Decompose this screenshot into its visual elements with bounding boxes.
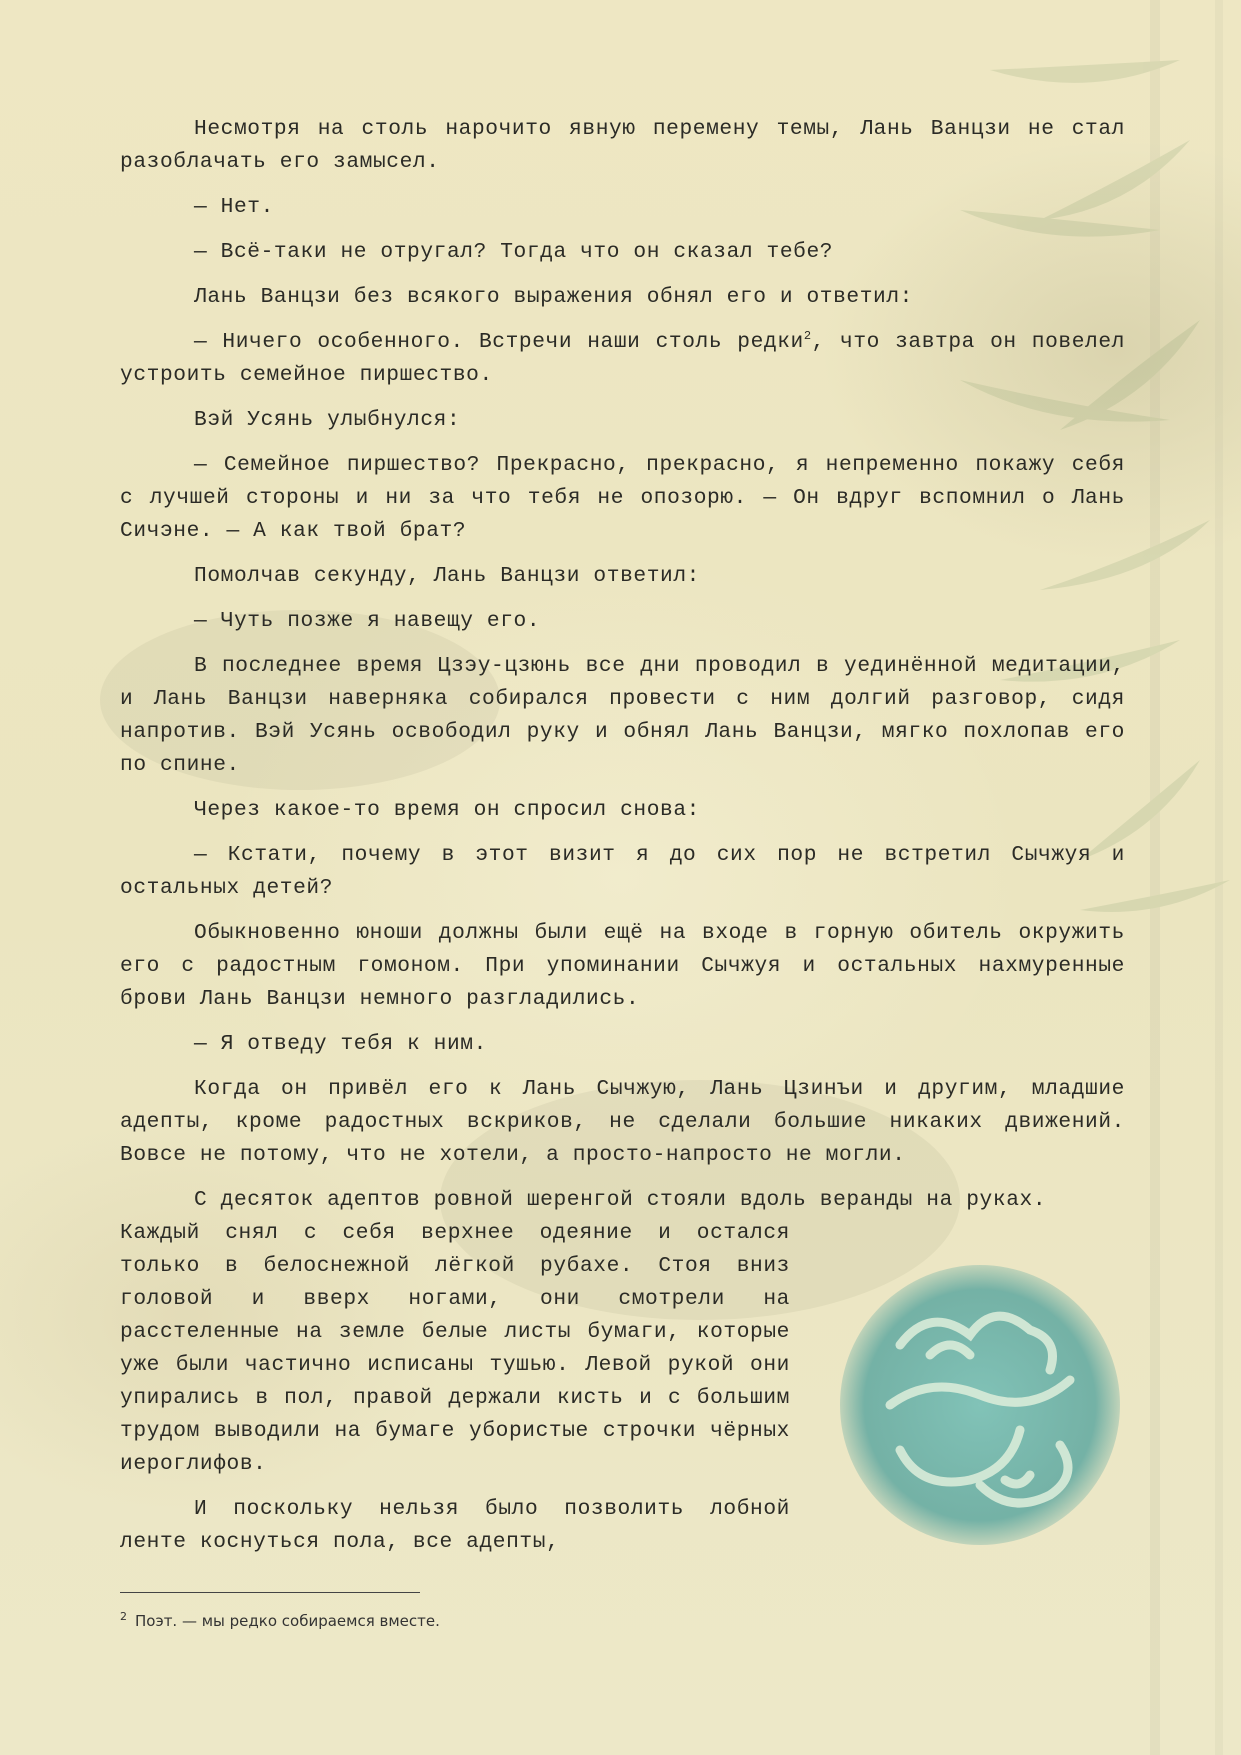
paragraph: С десяток адептов ровной шеренгой стояли вдоль веранды на руках. <box>194 1188 1047 1212</box>
paragraph-text: , что завтра он повелел устроить семейное пиршество. <box>120 330 1125 387</box>
paragraph: В последнее время Цзэу-цзюнь все дни проводил в уединённой медитации, и Лань Ванцзи наверняка собирался провести с ним долгий разговор, сидя напротив. Вэй Усянь освободил руку и обнял Лань Ванцзи, мягко похлопав его по спине. <box>120 654 1125 777</box>
footnote-reference: 2 <box>803 328 812 343</box>
paragraph: Вэй Усянь улыбнулся: <box>194 408 461 432</box>
paragraph: Через какое-то время он спросил снова: <box>194 798 700 822</box>
paragraph: — Семейное пиршество? Прекрасно, прекрасно, я непременно покажу себя с лучшей стороны и ни за что тебя не опозорю. — Он вдруг вспомнил о Лань Сичэне. — А как твой брат? <box>120 453 1125 543</box>
page-body <box>120 113 1125 1559</box>
paragraph: Лань Ванцзи без всякого выражения обнял его и ответил: <box>194 285 913 309</box>
paragraph: Обыкновенно юноши должны были ещё на входе в горную обитель окружить его с радостным гомоном. При упоминании Сычжуя и остальных нахмуренные брови Лань Ванцзи немного разгладились. <box>120 921 1125 1011</box>
paragraph: И поскольку нельзя было позволить лобной ленте коснуться пола, все адепты, <box>120 1497 790 1554</box>
footnote-text: Поэт. — мы редко собираемся вместе. <box>135 1612 440 1630</box>
paragraph-text: — Ничего особенного. Встречи наши столь редки <box>194 330 804 354</box>
paragraph: — Я отведу тебя к ним. <box>194 1032 487 1056</box>
paragraph: — Всё-таки не отругал? Тогда что он сказал тебе? <box>194 240 834 264</box>
paragraph: — Чуть позже я навещу его. <box>194 609 541 633</box>
paragraph <box>120 326 1125 392</box>
paragraph: — Кстати, почему в этот визит я до сих пор не встретил Сычжуя и остальных детей? <box>120 843 1125 900</box>
paragraph: Несмотря на столь нарочито явную перемену темы, Лань Ванцзи не стал разоблачать его замысел. <box>120 117 1125 174</box>
paragraph: — Нет. <box>194 195 274 219</box>
footnote-number: 2 <box>120 1610 127 1623</box>
footnote <box>120 1610 440 1630</box>
paragraph: Когда он привёл его к Лань Сычжую, Лань Цзинъи и другим, младшие адепты, кроме радостных вскриков, не сделали большие никаких движений. Вовсе не потому, что не хотели, а просто-напросто не могли. <box>120 1077 1125 1167</box>
paragraph: Каждый снял с себя верхнее одеяние и остался только в белоснежной лёгкой рубахе. Стоя вниз головой и вверх ногами, они смотрели на расстеленные на земле белые листы бумаги, которые уже были частично исписаны тушью. Левой рукой они упирались в пол, правой держали кисть и с большим трудом выводили на бумаге убористые строчки чёрных иероглифов. <box>120 1221 790 1476</box>
footnote-divider <box>120 1592 420 1593</box>
paragraph: Помолчав секунду, Лань Ванцзи ответил: <box>194 564 700 588</box>
